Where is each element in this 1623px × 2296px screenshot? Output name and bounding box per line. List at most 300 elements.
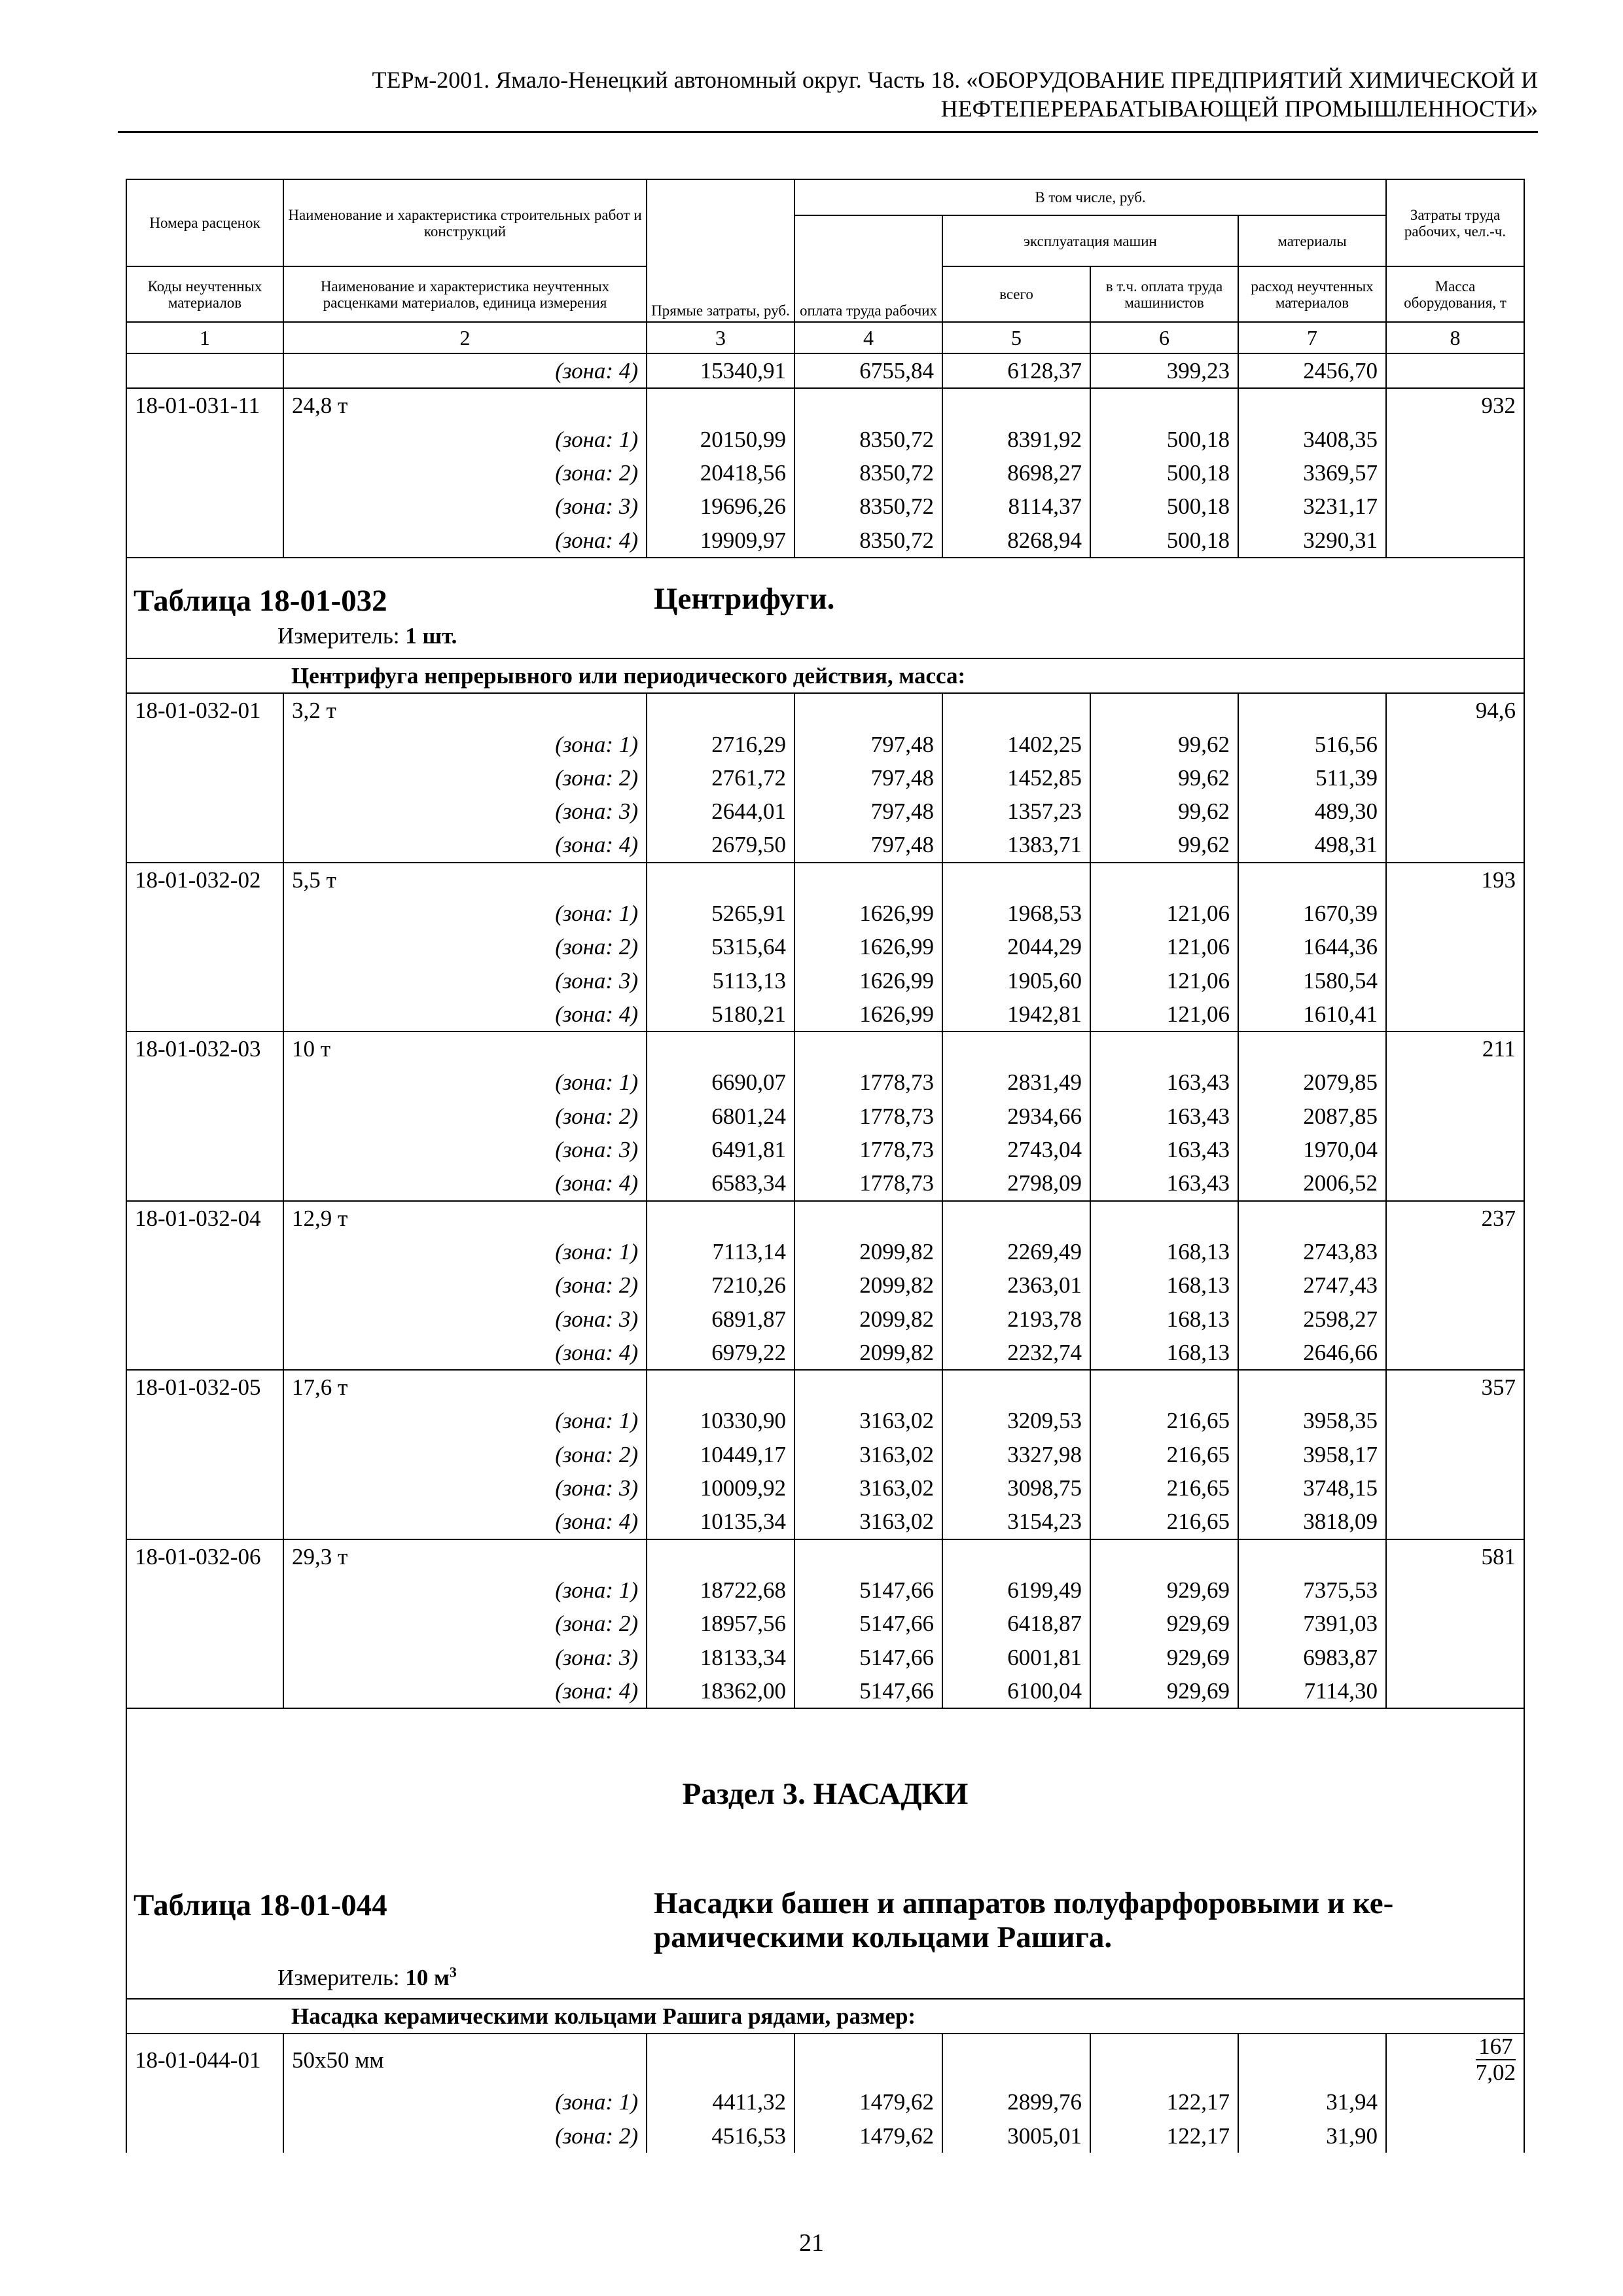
labor-pay: 5147,66 xyxy=(794,1674,942,1708)
materials-cost: 3958,17 xyxy=(1238,1438,1386,1471)
empty-cell xyxy=(942,1201,1090,1235)
materials-cost: 516,56 xyxy=(1238,727,1386,761)
rate-row xyxy=(126,1201,1524,1235)
machine-total: 2232,74 xyxy=(942,1336,1090,1370)
zone-row xyxy=(126,997,1524,1031)
machine-total: 2743,04 xyxy=(942,1133,1090,1166)
head-col8-bottom: Масса оборудования, т xyxy=(1386,266,1524,322)
zone-row xyxy=(126,2119,1524,2153)
machine-total: 1452,85 xyxy=(942,761,1090,795)
labor-pay: 3163,02 xyxy=(794,1404,942,1437)
labor-cell xyxy=(1386,1166,1524,1200)
zone-row xyxy=(126,1640,1524,1674)
zone-row xyxy=(126,1438,1524,1471)
head-machines: эксплуатация машин xyxy=(942,215,1238,266)
zone-row xyxy=(126,1066,1524,1099)
machine-total: 8114,37 xyxy=(942,490,1090,523)
zone-row xyxy=(126,1100,1524,1133)
direct-cost: 20150,99 xyxy=(647,423,794,456)
empty-cell xyxy=(942,388,1090,422)
zone-row xyxy=(126,1674,1524,1708)
rate-row xyxy=(126,1370,1524,1404)
labor-cell xyxy=(1386,1100,1524,1133)
empty-cell xyxy=(942,2034,1090,2085)
labor-cell xyxy=(1386,1674,1524,1708)
empty-cell xyxy=(647,1370,794,1404)
zone-row xyxy=(126,1505,1524,1539)
code-cell xyxy=(126,353,283,388)
machinist-pay: 163,43 xyxy=(1090,1066,1238,1099)
empty-cell xyxy=(794,1539,942,1573)
rate-code: 18-01-032-04 xyxy=(126,1201,283,1235)
labor-pay: 797,48 xyxy=(794,761,942,795)
direct-cost: 10330,90 xyxy=(647,1404,794,1437)
code-cell xyxy=(126,1166,283,1200)
measure-unit-power: 3 xyxy=(449,1964,457,1981)
machine-total: 6418,87 xyxy=(942,1607,1090,1640)
code-cell xyxy=(126,1302,283,1335)
head-incl: В том числе, руб. xyxy=(794,179,1386,215)
materials-cost: 1670,39 xyxy=(1238,897,1386,930)
machine-total: 2363,01 xyxy=(942,1268,1090,1302)
machine-total: 6001,81 xyxy=(942,1640,1090,1674)
code-cell xyxy=(126,490,283,523)
empty-cell xyxy=(1090,693,1238,727)
empty-cell xyxy=(647,2034,794,2085)
labor-cell xyxy=(1386,1471,1524,1505)
zone-row xyxy=(126,1235,1524,1268)
machine-total: 2044,29 xyxy=(942,930,1090,963)
zone-row xyxy=(126,727,1524,761)
machinist-pay: 121,06 xyxy=(1090,930,1238,963)
zone-row xyxy=(126,1471,1524,1505)
machinist-pay: 122,17 xyxy=(1090,2119,1238,2153)
empty-cell xyxy=(794,693,942,727)
rate-name: 29,3 т xyxy=(283,1539,647,1573)
materials-cost: 2598,27 xyxy=(1238,1302,1386,1335)
machine-total: 2798,09 xyxy=(942,1166,1090,1200)
materials-cost: 7375,53 xyxy=(1238,1573,1386,1607)
machinist-pay: 163,43 xyxy=(1090,1166,1238,1200)
zone-label: (зона: 4) xyxy=(283,523,647,557)
empty-cell xyxy=(794,1031,942,1066)
machinist-pay: 216,65 xyxy=(1090,1471,1238,1505)
zone-row xyxy=(126,423,1524,456)
page-number: 21 xyxy=(799,2229,824,2257)
machine-total: 3327,98 xyxy=(942,1438,1090,1471)
labor-pay: 3163,02 xyxy=(794,1471,942,1505)
direct-cost: 2679,50 xyxy=(647,828,794,862)
machine-total: 3154,23 xyxy=(942,1505,1090,1539)
direct-cost: 6801,24 xyxy=(647,1100,794,1133)
code-cell xyxy=(126,1268,283,1302)
machine-total: 1942,81 xyxy=(942,997,1090,1031)
machinist-pay: 121,06 xyxy=(1090,963,1238,997)
materials-cost: 2087,85 xyxy=(1238,1100,1386,1133)
direct-cost: 4516,53 xyxy=(647,2119,794,2153)
labor-cell xyxy=(1386,490,1524,523)
machinist-pay: 929,69 xyxy=(1090,1607,1238,1640)
materials-cost: 498,31 xyxy=(1238,828,1386,862)
empty-cell xyxy=(1238,1370,1386,1404)
col-number: 4 xyxy=(794,322,942,353)
materials-cost: 489,30 xyxy=(1238,795,1386,828)
zone-row xyxy=(126,1166,1524,1200)
empty-cell xyxy=(794,2034,942,2085)
labor-cell xyxy=(1386,1607,1524,1640)
zone-row xyxy=(126,1302,1524,1335)
direct-cost: 6583,34 xyxy=(647,1166,794,1200)
code-cell xyxy=(126,1505,283,1539)
rate-code: 18-01-032-06 xyxy=(126,1539,283,1573)
direct-cost: 19696,26 xyxy=(647,490,794,523)
direct-cost: 6979,22 xyxy=(647,1336,794,1370)
rate-row xyxy=(126,693,1524,727)
labor-pay: 2099,82 xyxy=(794,1268,942,1302)
code-cell xyxy=(126,1336,283,1370)
machinist-pay: 168,13 xyxy=(1090,1235,1238,1268)
measure-label: Измеритель: xyxy=(277,1964,400,1990)
empty-cell xyxy=(1238,693,1386,727)
col-number: 7 xyxy=(1238,322,1386,353)
zone-label: (зона: 2) xyxy=(283,1100,647,1133)
labor-pay: 5147,66 xyxy=(794,1573,942,1607)
machine-total: 8268,94 xyxy=(942,523,1090,557)
col-number: 6 xyxy=(1090,322,1238,353)
direct-cost: 7113,14 xyxy=(647,1235,794,1268)
rate-name: 5,5 т xyxy=(283,863,647,897)
labor-cell xyxy=(1386,1302,1524,1335)
rate-name: 17,6 т xyxy=(283,1370,647,1404)
materials-cost: 1970,04 xyxy=(1238,1133,1386,1166)
machinist-pay: 163,43 xyxy=(1090,1133,1238,1166)
head-materials: материалы xyxy=(1238,215,1386,266)
code-cell xyxy=(126,1640,283,1674)
materials-cost: 3290,31 xyxy=(1238,523,1386,557)
zone-row xyxy=(126,828,1524,862)
zone-row xyxy=(126,353,1524,388)
machine-total: 6100,04 xyxy=(942,1674,1090,1708)
materials-cost: 7114,30 xyxy=(1238,1674,1386,1708)
labor-cell xyxy=(1386,963,1524,997)
zone-row xyxy=(126,490,1524,523)
labor-pay: 8350,72 xyxy=(794,423,942,456)
zone-label: (зона: 4) xyxy=(283,1336,647,1370)
head-col3: Прямые затраты, руб. xyxy=(647,179,794,322)
labor-pay: 6755,84 xyxy=(794,353,942,388)
machinist-pay: 500,18 xyxy=(1090,490,1238,523)
zone-label: (зона: 2) xyxy=(283,2119,647,2153)
direct-cost: 6891,87 xyxy=(647,1302,794,1335)
rate-code: 18-01-032-01 xyxy=(126,693,283,727)
machinist-pay: 99,62 xyxy=(1090,761,1238,795)
direct-cost: 10135,34 xyxy=(647,1505,794,1539)
materials-cost: 2079,85 xyxy=(1238,1066,1386,1099)
labor-cell xyxy=(1386,1640,1524,1674)
labor-cell xyxy=(1386,1573,1524,1607)
labor-hours: 237 xyxy=(1386,1201,1524,1235)
table-032-heading xyxy=(126,558,1524,658)
materials-cost: 3958,35 xyxy=(1238,1404,1386,1437)
col-number: 1 xyxy=(126,322,283,353)
code-cell xyxy=(126,1573,283,1607)
labor-pay: 2099,82 xyxy=(794,1302,942,1335)
code-cell xyxy=(126,423,283,456)
code-cell xyxy=(126,2085,283,2119)
empty-cell xyxy=(1238,1201,1386,1235)
zone-label: (зона: 2) xyxy=(283,1438,647,1471)
table-032-title: Центрифуги. xyxy=(654,581,835,616)
col-number: 3 xyxy=(647,322,794,353)
labor-cell xyxy=(1386,897,1524,930)
machine-total: 3005,01 xyxy=(942,2119,1090,2153)
machinist-pay: 163,43 xyxy=(1090,1100,1238,1133)
section-3-block xyxy=(126,1708,1524,1999)
zone-label: (зона: 3) xyxy=(283,1133,647,1166)
empty-cell xyxy=(647,1201,794,1235)
col-number: 8 xyxy=(1386,322,1524,353)
measure-value: 10 м xyxy=(405,1964,450,1990)
machine-total: 1905,60 xyxy=(942,963,1090,997)
code-cell xyxy=(126,997,283,1031)
labor-pay: 2099,82 xyxy=(794,1336,942,1370)
page-header xyxy=(118,65,1538,123)
machinist-pay: 216,65 xyxy=(1090,1404,1238,1437)
machinist-pay: 216,65 xyxy=(1090,1505,1238,1539)
zone-row xyxy=(126,897,1524,930)
zone-row xyxy=(126,963,1524,997)
empty-cell xyxy=(1238,863,1386,897)
machine-total: 3098,75 xyxy=(942,1471,1090,1505)
labor-cell xyxy=(1386,2085,1524,2119)
labor-pay: 1778,73 xyxy=(794,1100,942,1133)
materials-cost: 3408,35 xyxy=(1238,423,1386,456)
zone-label: (зона: 3) xyxy=(283,1471,647,1505)
zone-row xyxy=(126,1607,1524,1640)
empty-cell xyxy=(1238,1539,1386,1573)
labor-pay: 1626,99 xyxy=(794,997,942,1031)
rate-code: 18-01-044-01 xyxy=(126,2034,283,2085)
materials-cost: 1644,36 xyxy=(1238,930,1386,963)
desc-empty xyxy=(126,658,283,693)
direct-cost: 18722,68 xyxy=(647,1573,794,1607)
col-number: 5 xyxy=(942,322,1090,353)
labor-pay: 1778,73 xyxy=(794,1066,942,1099)
zone-row xyxy=(126,795,1524,828)
zone-row xyxy=(126,761,1524,795)
desc-empty xyxy=(126,1999,283,2034)
machinist-pay: 121,06 xyxy=(1090,897,1238,930)
zone-row xyxy=(126,1268,1524,1302)
labor-pay: 1778,73 xyxy=(794,1166,942,1200)
code-cell xyxy=(126,963,283,997)
code-cell xyxy=(126,1133,283,1166)
machine-total: 1968,53 xyxy=(942,897,1090,930)
empty-cell xyxy=(1090,1201,1238,1235)
direct-cost: 19909,97 xyxy=(647,523,794,557)
machinist-pay: 216,65 xyxy=(1090,1438,1238,1471)
materials-cost: 2006,52 xyxy=(1238,1166,1386,1200)
labor-pay: 8350,72 xyxy=(794,456,942,490)
labor-hours: 167 xyxy=(1476,2034,1516,2060)
zone-label: (зона: 4) xyxy=(283,1166,647,1200)
empty-cell xyxy=(1238,1031,1386,1066)
zone-label: (зона: 4) xyxy=(283,828,647,862)
machine-total: 2193,78 xyxy=(942,1302,1090,1335)
price-table xyxy=(126,179,1525,2153)
zone-row xyxy=(126,523,1524,557)
code-cell xyxy=(126,1674,283,1708)
zone-row xyxy=(126,1573,1524,1607)
equipment-mass: 7,02 xyxy=(1475,2060,1516,2086)
direct-cost: 18133,34 xyxy=(647,1640,794,1674)
section-3-title: Раздел 3. НАСАДКИ xyxy=(682,1776,969,1811)
machinist-pay: 500,18 xyxy=(1090,523,1238,557)
zone-label: (зона: 1) xyxy=(283,897,647,930)
empty-cell xyxy=(1238,388,1386,422)
head-col6: в т.ч. оплата труда машинистов xyxy=(1090,266,1238,322)
direct-cost: 6491,81 xyxy=(647,1133,794,1166)
machine-total: 8698,27 xyxy=(942,456,1090,490)
empty-cell xyxy=(647,388,794,422)
zone-label: (зона: 3) xyxy=(283,490,647,523)
labor-hours: 357 xyxy=(1386,1370,1524,1404)
code-cell xyxy=(126,1607,283,1640)
measure-label: Измеритель: xyxy=(277,622,400,649)
head-col5: всего xyxy=(942,266,1090,322)
zone-label: (зона: 4) xyxy=(283,1505,647,1539)
section-3-block-cell xyxy=(126,1708,1524,1999)
machinist-pay: 929,69 xyxy=(1090,1640,1238,1674)
zone-label: (зона: 3) xyxy=(283,795,647,828)
zone-label: (зона: 1) xyxy=(283,1404,647,1437)
code-cell xyxy=(126,1066,283,1099)
labor-cell xyxy=(1386,1336,1524,1370)
zone-label: (зона: 1) xyxy=(283,1573,647,1607)
zone-row xyxy=(126,2085,1524,2119)
labor-cell xyxy=(1386,1066,1524,1099)
head-col1-bottom: Коды неучтенных материалов xyxy=(126,266,283,322)
labor-pay: 1778,73 xyxy=(794,1133,942,1166)
table-032-heading-cell xyxy=(126,558,1524,658)
fraction-value xyxy=(1476,2034,1516,2085)
zone-label: (зона: 3) xyxy=(283,963,647,997)
machine-total: 6128,37 xyxy=(942,353,1090,388)
rate-row xyxy=(126,1539,1524,1573)
labor-pay: 797,48 xyxy=(794,795,942,828)
empty-cell xyxy=(942,1031,1090,1066)
empty-cell xyxy=(942,1370,1090,1404)
direct-cost: 5265,91 xyxy=(647,897,794,930)
labor-pay: 3163,02 xyxy=(794,1438,942,1471)
machine-total: 2831,49 xyxy=(942,1066,1090,1099)
labor-pay: 5147,66 xyxy=(794,1640,942,1674)
materials-cost: 1580,54 xyxy=(1238,963,1386,997)
machine-total: 2934,66 xyxy=(942,1100,1090,1133)
empty-cell xyxy=(942,1539,1090,1573)
empty-cell xyxy=(647,693,794,727)
zone-label: (зона: 1) xyxy=(283,1066,647,1099)
rate-code: 18-01-031-11 xyxy=(126,388,283,422)
machine-total: 1383,71 xyxy=(942,828,1090,862)
rate-row xyxy=(126,863,1524,897)
labor-cell xyxy=(1386,1235,1524,1268)
zone-row xyxy=(126,1133,1524,1166)
labor-hours: 193 xyxy=(1386,863,1524,897)
direct-cost: 10009,92 xyxy=(647,1471,794,1505)
labor-cell xyxy=(1386,423,1524,456)
labor-cell xyxy=(1386,795,1524,828)
code-cell xyxy=(126,1404,283,1437)
machinist-pay: 168,13 xyxy=(1090,1302,1238,1335)
machinist-pay: 500,18 xyxy=(1090,456,1238,490)
rate-row xyxy=(126,1031,1524,1066)
machinist-pay: 929,69 xyxy=(1090,1573,1238,1607)
zone-label: (зона: 1) xyxy=(283,423,647,456)
empty-cell xyxy=(1090,388,1238,422)
zone-label: (зона: 2) xyxy=(283,456,647,490)
labor-hours: 581 xyxy=(1386,1539,1524,1573)
direct-cost: 5180,21 xyxy=(647,997,794,1031)
zone-label: (зона: 4) xyxy=(283,353,647,388)
zone-label: (зона: 2) xyxy=(283,930,647,963)
table-044-title: Насадки башен и аппаратов полуфарфоровыми и ке-рамическими кольцами Рашига. xyxy=(654,1886,1394,1954)
direct-cost: 18362,00 xyxy=(647,1674,794,1708)
labor-cell xyxy=(1386,523,1524,557)
table-032-measure xyxy=(277,622,457,650)
zone-label: (зона: 2) xyxy=(283,1268,647,1302)
direct-cost: 5315,64 xyxy=(647,930,794,963)
labor-and-mass xyxy=(1386,2034,1524,2085)
rate-code: 18-01-032-02 xyxy=(126,863,283,897)
zone-label: (зона: 4) xyxy=(283,1674,647,1708)
table-032-label: Таблица 18-01-032 xyxy=(134,583,387,618)
machinist-pay: 121,06 xyxy=(1090,997,1238,1031)
labor-cell xyxy=(1386,1404,1524,1437)
labor-pay: 1626,99 xyxy=(794,930,942,963)
materials-cost: 511,39 xyxy=(1238,761,1386,795)
header-line-2: НЕФТЕПЕРЕРАБАТЫВАЮЩЕЙ ПРОМЫШЛЕННОСТИ» xyxy=(940,96,1538,122)
zone-row xyxy=(126,930,1524,963)
machine-total: 1402,25 xyxy=(942,727,1090,761)
direct-cost: 15340,91 xyxy=(647,353,794,388)
labor-pay: 1479,62 xyxy=(794,2085,942,2119)
labor-pay: 2099,82 xyxy=(794,1235,942,1268)
rate-name: 10 т xyxy=(283,1031,647,1066)
machinist-pay: 122,17 xyxy=(1090,2085,1238,2119)
materials-cost: 6983,87 xyxy=(1238,1640,1386,1674)
machine-total: 8391,92 xyxy=(942,423,1090,456)
zone-label: (зона: 4) xyxy=(283,997,647,1031)
col-number: 2 xyxy=(283,322,647,353)
labor-pay: 1626,99 xyxy=(794,963,942,997)
labor-cell xyxy=(1386,828,1524,862)
labor-cell xyxy=(1386,1268,1524,1302)
rate-row xyxy=(126,2034,1524,2085)
labor-hours: 932 xyxy=(1386,388,1524,422)
header-rule xyxy=(118,131,1538,133)
machinist-pay: 99,62 xyxy=(1090,828,1238,862)
empty-cell xyxy=(1090,1539,1238,1573)
zone-label: (зона: 1) xyxy=(283,2085,647,2119)
labor-pay: 797,48 xyxy=(794,727,942,761)
code-cell xyxy=(126,930,283,963)
table-description-row xyxy=(126,658,1524,693)
column-numbers-row xyxy=(126,322,1524,353)
materials-cost: 2646,66 xyxy=(1238,1336,1386,1370)
machinist-pay: 99,62 xyxy=(1090,795,1238,828)
empty-cell xyxy=(1238,2034,1386,2085)
